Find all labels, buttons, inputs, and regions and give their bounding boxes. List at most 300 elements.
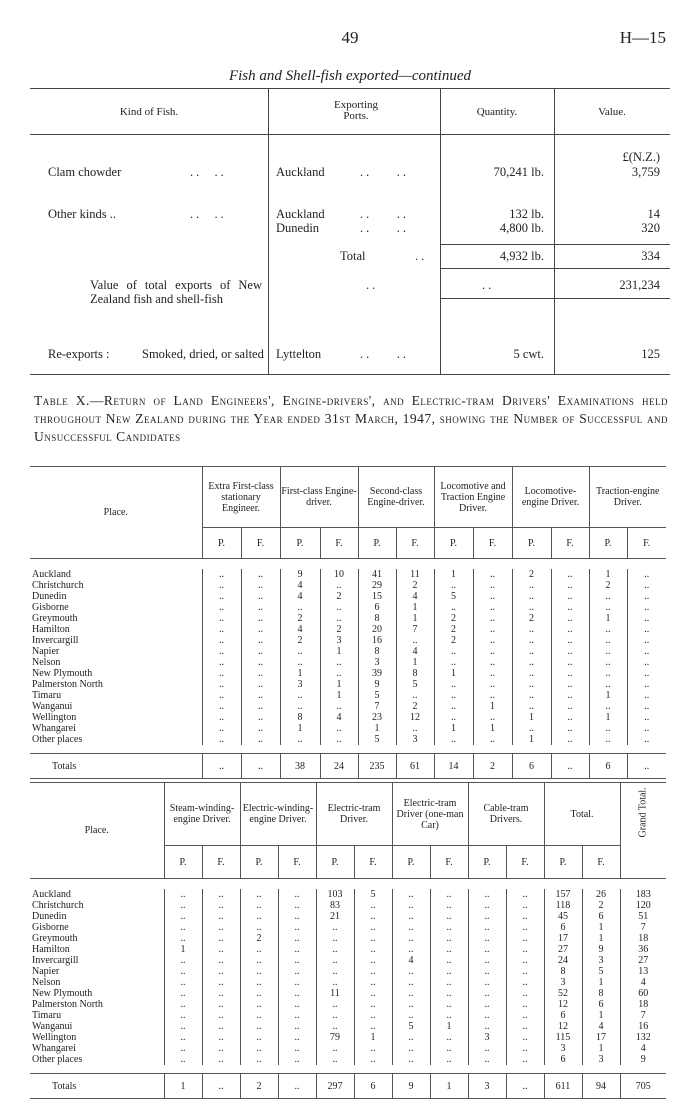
table-row	[30, 657, 666, 668]
table-cell: ..	[551, 668, 589, 679]
table-cell: ..	[202, 966, 240, 977]
table-cell: ..	[164, 977, 202, 988]
table-cell: ..	[434, 602, 473, 613]
table-cell: ..	[202, 1043, 240, 1054]
table-cell: ..	[240, 1010, 278, 1021]
table-cell: 6	[582, 911, 620, 922]
table-cell: 7	[358, 701, 396, 712]
table-cell: ..	[551, 569, 589, 580]
table-cell: 4	[320, 712, 358, 723]
table-cell: 8	[396, 668, 434, 679]
table-cell: 2	[320, 591, 358, 602]
row-port: Auckland	[276, 165, 325, 179]
table-cell: ..	[320, 668, 358, 679]
group-header: First-class Engine-driver.	[281, 486, 357, 508]
table-cell: ..	[280, 646, 320, 657]
table-cell: 3	[396, 734, 434, 745]
table-row	[30, 646, 666, 657]
totals-row	[30, 754, 666, 779]
table-cell: ..	[278, 922, 316, 933]
place-name: Gisborne	[32, 922, 69, 933]
failed-header: F.	[627, 528, 666, 559]
table-cell: 1	[473, 701, 512, 712]
table-cell: ..	[434, 580, 473, 591]
table-cell: 103	[316, 889, 354, 900]
total-quantity: 4,932 lb.	[499, 249, 544, 263]
table-cell: ..	[506, 977, 544, 988]
table-cell: ..	[434, 646, 473, 657]
table-cell: 10	[320, 569, 358, 580]
group-header: Locomotive and Traction Engine Driver.	[440, 480, 506, 514]
table-cell: ..	[320, 701, 358, 712]
table-cell: 2	[582, 900, 620, 911]
table-cell: 2	[396, 580, 434, 591]
table-cell: ..	[202, 1054, 240, 1065]
table-cell: ..	[627, 712, 666, 723]
table-cell: ..	[240, 1043, 278, 1054]
row-kind: Other kinds ..	[48, 207, 117, 221]
table-cell: ..	[241, 701, 280, 712]
table-cell: ..	[506, 1032, 544, 1043]
place-name: Whangarei	[32, 723, 76, 734]
table-cell: 1	[582, 1010, 620, 1021]
table-cell: ..	[392, 933, 430, 944]
table-cell: 9	[620, 1054, 666, 1065]
passed-header: P.	[316, 846, 354, 879]
table-cell: ..	[551, 624, 589, 635]
table-cell: ..	[627, 723, 666, 734]
table-cell: 5	[396, 679, 434, 690]
place-name: Napier	[32, 966, 60, 977]
table-cell: ..	[430, 933, 468, 944]
table-cell: 1	[280, 723, 320, 734]
table-cell: ..	[392, 889, 430, 900]
place-name: Palmerston North	[32, 999, 103, 1010]
table-row	[30, 734, 666, 745]
table-cell: ..	[392, 988, 430, 999]
table-cell: ..	[468, 1043, 506, 1054]
table-cell: ..	[241, 569, 280, 580]
table-cell: 1	[354, 1032, 392, 1043]
table-cell: 3	[544, 977, 582, 988]
table-cell: ..	[434, 701, 473, 712]
table-cell: 1	[473, 723, 512, 734]
group-header: Extra First-class stationary Engineer.	[208, 480, 274, 514]
table-cell: ..	[354, 922, 392, 933]
table-cell: 5	[434, 591, 473, 602]
table-row	[30, 613, 666, 624]
row-value: 3,759	[631, 165, 660, 179]
table-cell: ..	[627, 657, 666, 668]
table-cell: ..	[434, 734, 473, 745]
table-cell: ..	[551, 657, 589, 668]
table-cell: ..	[202, 955, 240, 966]
group-header: Electric-tram Driver (one-man Car)	[396, 797, 464, 831]
table-cell: ..	[164, 999, 202, 1010]
table-cell: 5	[358, 734, 396, 745]
table-row	[30, 602, 666, 613]
table-row	[30, 955, 666, 966]
reexports-port: Lyttelton	[276, 347, 322, 361]
table-cell: ..	[278, 1054, 316, 1065]
total-cell: 6	[354, 1074, 392, 1099]
table-cell: 1	[589, 712, 627, 723]
total-cell: 38	[280, 754, 320, 779]
total-cell: 94	[582, 1074, 620, 1099]
passed-header: P.	[434, 528, 473, 559]
table-cell: 2	[434, 635, 473, 646]
table-cell: ..	[278, 977, 316, 988]
passed-header: P.	[392, 846, 430, 879]
table-row	[30, 1032, 666, 1043]
table-cell: ..	[506, 1021, 544, 1032]
table-row	[30, 911, 666, 922]
table-cell: ..	[164, 1021, 202, 1032]
table-cell: ..	[434, 712, 473, 723]
table-cell: ..	[430, 922, 468, 933]
table-cell: ..	[512, 602, 551, 613]
table-cell: ..	[241, 723, 280, 734]
table-cell: 52	[544, 988, 582, 999]
grand-total-header: Grand Total.	[637, 787, 649, 838]
table-cell: ..	[202, 635, 241, 646]
place-name: Wanganui	[32, 1021, 73, 1032]
failed-header: F.	[551, 528, 589, 559]
table-cell: 60	[620, 988, 666, 999]
table-cell: 36	[620, 944, 666, 955]
table-cell: ..	[551, 646, 589, 657]
table-cell: ..	[627, 701, 666, 712]
table-cell: ..	[241, 668, 280, 679]
table-cell: ..	[468, 900, 506, 911]
table-cell: ..	[316, 922, 354, 933]
total-cell: ..	[627, 754, 666, 779]
page-header	[0, 28, 700, 50]
table-cell: ..	[316, 966, 354, 977]
place-name: Hamilton	[32, 944, 70, 955]
table-cell: ..	[512, 646, 551, 657]
passed-header: P.	[544, 846, 582, 879]
table-cell: ..	[280, 657, 320, 668]
table-cell: ..	[430, 1054, 468, 1065]
table-cell: ..	[627, 580, 666, 591]
table-cell: ..	[320, 580, 358, 591]
table-cell: 8	[358, 646, 396, 657]
total-cell: 2	[473, 754, 512, 779]
totals-label: Totals	[52, 760, 77, 772]
table-cell: ..	[392, 922, 430, 933]
currency-label: £(N.Z.)	[622, 150, 660, 164]
table-cell: 3	[320, 635, 358, 646]
table-cell: ..	[430, 900, 468, 911]
place-name: Timaru	[32, 1010, 62, 1021]
place-name: Invercargill	[32, 635, 79, 646]
total-cell: ..	[202, 1074, 240, 1099]
table-cell: ..	[280, 701, 320, 712]
table-cell: ..	[241, 580, 280, 591]
table-cell: 4	[280, 580, 320, 591]
passed-header: P.	[468, 846, 506, 879]
table-cell: 132	[620, 1032, 666, 1043]
table-cell: ..	[392, 999, 430, 1010]
place-name: Invercargill	[32, 955, 79, 966]
place-name: Palmerston North	[32, 679, 103, 690]
table-cell: 11	[396, 569, 434, 580]
table-cell: 9	[358, 679, 396, 690]
table-cell: ..	[392, 1043, 430, 1054]
table-cell: ..	[241, 635, 280, 646]
table-cell: ..	[589, 602, 627, 613]
total-cell: 9	[392, 1074, 430, 1099]
place-name: Greymouth	[32, 933, 78, 944]
failed-header: F.	[396, 528, 434, 559]
table-cell: ..	[430, 977, 468, 988]
table-cell: 1	[396, 613, 434, 624]
table-cell: 1	[430, 1021, 468, 1032]
table-cell: ..	[240, 999, 278, 1010]
table-cell: ..	[202, 922, 240, 933]
table-cell: ..	[506, 889, 544, 900]
table-row	[30, 988, 666, 999]
table-cell: 3	[280, 679, 320, 690]
table-cell: 24	[544, 955, 582, 966]
table-cell: 1	[320, 646, 358, 657]
place-name: Dunedin	[32, 911, 67, 922]
table-cell: 51	[620, 911, 666, 922]
failed-header: F.	[506, 846, 544, 879]
header-value: Value.	[598, 106, 626, 118]
table-cell: ..	[551, 591, 589, 602]
table-cell: 29	[358, 580, 396, 591]
table-cell: 1	[589, 690, 627, 701]
place-name: Christchurch	[32, 580, 84, 591]
table-cell: 21	[316, 911, 354, 922]
table-cell: ..	[434, 657, 473, 668]
table-cell: ..	[316, 933, 354, 944]
group-header: Total.	[570, 808, 594, 820]
table-cell: ..	[506, 922, 544, 933]
table-cell: 4	[392, 955, 430, 966]
table-cell: 183	[620, 889, 666, 900]
reexports-label: Re-exports :	[48, 347, 110, 361]
table-cell: ..	[473, 690, 512, 701]
table-cell: ..	[278, 1043, 316, 1054]
table-cell: ..	[589, 591, 627, 602]
table-cell: ..	[551, 679, 589, 690]
table-cell: ..	[202, 657, 241, 668]
failed-header: F.	[473, 528, 512, 559]
table-cell: ..	[316, 1021, 354, 1032]
table-row	[30, 701, 666, 712]
table-cell: 2	[396, 701, 434, 712]
row-port: Dunedin	[276, 221, 320, 235]
table-cell: ..	[468, 999, 506, 1010]
table-cell: ..	[240, 1032, 278, 1043]
table-cell: ..	[202, 1021, 240, 1032]
row-kind: Clam chowder	[48, 165, 122, 179]
total-cell: 2	[240, 1074, 278, 1099]
table-cell: ..	[320, 723, 358, 734]
table-cell: ..	[512, 679, 551, 690]
table-cell: ..	[241, 690, 280, 701]
table-cell: ..	[627, 690, 666, 701]
table-cell: ..	[202, 613, 241, 624]
table-cell: 6	[358, 602, 396, 613]
table-cell: 4	[396, 591, 434, 602]
total-cell: ..	[506, 1074, 544, 1099]
table-cell: ..	[468, 955, 506, 966]
table-cell: ..	[468, 966, 506, 977]
table-cell: ..	[240, 988, 278, 999]
table-cell: ..	[473, 657, 512, 668]
table-cell: ..	[396, 723, 434, 734]
row-quantity: 132 lb.	[509, 207, 544, 221]
table-cell: ..	[430, 911, 468, 922]
total-cell: 14	[434, 754, 473, 779]
table-cell: ..	[316, 1010, 354, 1021]
table-cell: ..	[278, 988, 316, 999]
page-code: H—15	[619, 28, 666, 47]
table-cell: 39	[358, 668, 396, 679]
table-cell: ..	[589, 668, 627, 679]
table-cell: ..	[627, 613, 666, 624]
table-cell: ..	[512, 580, 551, 591]
table-cell: 1	[280, 668, 320, 679]
place-name: Wellington	[32, 712, 77, 723]
table-cell: ..	[512, 624, 551, 635]
value-total-value: 231,234	[619, 278, 660, 292]
table-cell: 11	[316, 988, 354, 999]
table-cell: ..	[430, 966, 468, 977]
table-cell: ..	[512, 591, 551, 602]
table-cell: ..	[627, 734, 666, 745]
table-cell: ..	[551, 690, 589, 701]
table-cell: ..	[473, 635, 512, 646]
row-port: Auckland	[276, 207, 325, 221]
table-cell: ..	[506, 933, 544, 944]
failed-header: F.	[278, 846, 316, 879]
reexports-detail: Smoked, dried, or salted	[142, 347, 264, 361]
table-cell: 4	[396, 646, 434, 657]
table-cell: ..	[202, 690, 241, 701]
passed-header: P.	[202, 528, 241, 559]
place-name: Nelson	[32, 977, 61, 988]
table-cell: 2	[434, 624, 473, 635]
table-cell: ..	[473, 580, 512, 591]
table-cell: ..	[202, 900, 240, 911]
table-cell: ..	[473, 613, 512, 624]
table-row	[30, 977, 666, 988]
table-cell: ..	[354, 900, 392, 911]
total-cell: ..	[241, 754, 280, 779]
table-cell: ..	[241, 657, 280, 668]
table-cell: ..	[240, 911, 278, 922]
table-cell: ..	[240, 966, 278, 977]
table-cell: 41	[358, 569, 396, 580]
table-cell: ..	[512, 668, 551, 679]
total-cell: 1	[164, 1074, 202, 1099]
exam-table-part1	[30, 466, 666, 779]
table-cell: ..	[473, 624, 512, 635]
place-name: Auckland	[32, 569, 71, 580]
table-cell: 3	[544, 1043, 582, 1054]
table-cell: ..	[164, 955, 202, 966]
table-cell: ..	[202, 602, 241, 613]
table-cell: ..	[506, 1054, 544, 1065]
table-cell: 8	[582, 988, 620, 999]
table-cell: 118	[544, 900, 582, 911]
table-cell: ..	[241, 613, 280, 624]
table-cell: ..	[164, 900, 202, 911]
group-header: Electric-tram Driver.	[327, 803, 381, 825]
table-cell: ..	[354, 966, 392, 977]
failed-header: F.	[354, 846, 392, 879]
table-cell: 6	[544, 1054, 582, 1065]
table-row	[30, 922, 666, 933]
table-cell: ..	[506, 1043, 544, 1054]
table-cell: ..	[241, 624, 280, 635]
table-cell: 3	[582, 1054, 620, 1065]
table-cell: ..	[589, 723, 627, 734]
table-cell: ..	[392, 900, 430, 911]
table-cell: 2	[589, 580, 627, 591]
table-row	[30, 591, 666, 602]
table-cell: ..	[468, 1021, 506, 1032]
table-cell: ..	[241, 712, 280, 723]
table-cell: 7	[620, 922, 666, 933]
table-cell: ..	[316, 1043, 354, 1054]
table-cell: 45	[544, 911, 582, 922]
table-cell: 7	[620, 1010, 666, 1021]
row-quantity: 70,241 lb.	[493, 165, 544, 179]
table-cell: ..	[241, 679, 280, 690]
place-name: New Plymouth	[32, 988, 93, 999]
table-cell: ..	[316, 944, 354, 955]
total-cell: ..	[202, 754, 241, 779]
table-cell: 4	[620, 1043, 666, 1054]
table-cell: ..	[551, 613, 589, 624]
group-header: Second-class Engine-driver.	[367, 486, 425, 508]
table-cell: ..	[202, 1032, 240, 1043]
table-cell: 6	[582, 999, 620, 1010]
table-cell: 1	[434, 668, 473, 679]
place-name: Whangarei	[32, 1043, 76, 1054]
header-quantity: Quantity.	[476, 106, 518, 118]
table-cell: ..	[512, 690, 551, 701]
table-cell: 1	[396, 657, 434, 668]
table-cell: ..	[240, 922, 278, 933]
table-cell: 15	[358, 591, 396, 602]
totals-label: Totals	[52, 1080, 77, 1092]
table-cell: ..	[468, 911, 506, 922]
table-cell: ..	[202, 944, 240, 955]
total-cell: 6	[589, 754, 627, 779]
table-cell: ..	[396, 690, 434, 701]
table-cell: ..	[280, 602, 320, 613]
table-cell: 18	[620, 999, 666, 1010]
table-cell: 1	[320, 679, 358, 690]
table-cell: 26	[582, 889, 620, 900]
table-cell: ..	[241, 602, 280, 613]
table-cell: 20	[358, 624, 396, 635]
table-cell: ..	[434, 679, 473, 690]
total-value: 334	[641, 249, 660, 263]
table-cell: ..	[430, 1043, 468, 1054]
place-name: Greymouth	[32, 613, 78, 624]
table-cell: ..	[392, 944, 430, 955]
table-cell: ..	[627, 635, 666, 646]
table-cell: 4	[620, 977, 666, 988]
